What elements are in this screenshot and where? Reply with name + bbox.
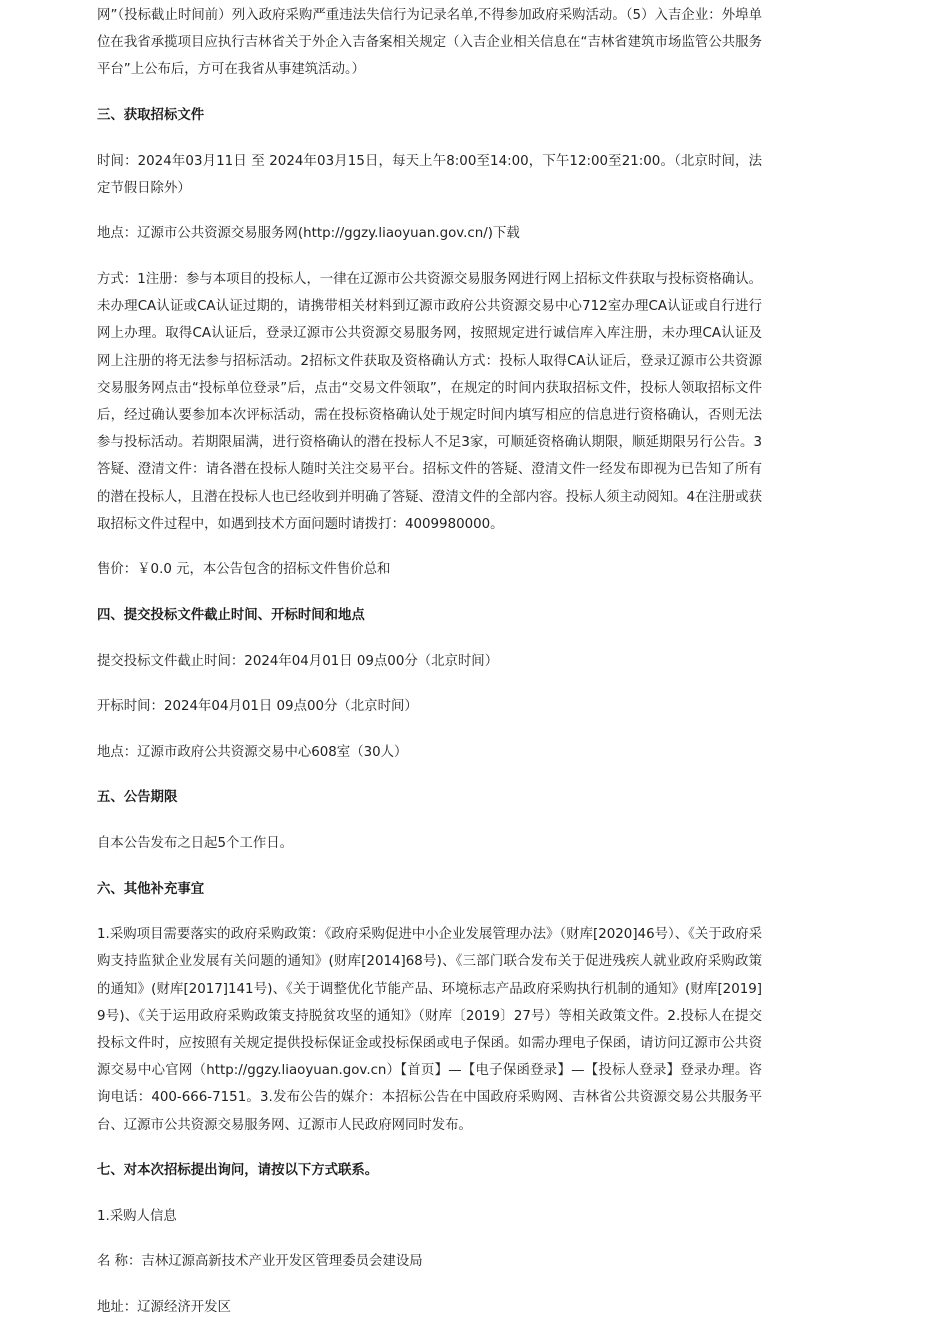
- section-7-heading: 七、对本次招标提出询问，请按以下方式联系。: [97, 1163, 379, 1179]
- section-5-text: 自本公告发布之日起5个工作日。: [97, 835, 293, 851]
- section-4-opening: 开标时间：2024年04月01日 09点00分（北京时间）: [97, 699, 418, 715]
- section-6-text: 1.采购项目需要落实的政府采购政策：《政府采购促进中小企业发展管理办法》（财库[2020]46号）、《关于政府采购支持监狱企业发展有关问题的通知》(财库[2014]68号)、《三部门联合发布关于促进残疾人就业政府采购政策的通知》(财库[2017]141号)、《关于调整优化节能产品、环境标志产品政府采购执行机制的通知》(财库[2019]9号)、《关于运用政府采购政策支持脱贫攻坚的通知》（财库〔2019〕27号）等相关政策文件。2.投标人在提交投标文件时，应按照有关规定提供投标保证金或投标保函或电子保函。如需办理电子保函，请访问辽源市公共资源交易中心官网（http://ggzy.liaoyuan.gov.cn）【首页】—【电子保函登录】—【投标人登录】登录办理。咨询电话：400-666-7151。3.发布公告的媒介：本招标公告在中国政府采购网、吉林省公共资源交易公共服务平台、辽源市公共资源交易服务网、辽源市人民政府网同时发布。: [97, 927, 762, 1133]
- section-3-method: 方式：1注册：参与本项目的投标人，一律在辽源市公共资源交易服务网进行网上招标文件获取与投标资格确认。未办理CA认证或CA认证过期的，请携带相关材料到辽源市政府公共资源交易中心712室办理CA认证或自行进行网上办理。取得CA认证后，登录辽源市公共资源交易服务网，按照规定进行诚信库入库注册，未办理CA认证及网上注册的将无法参与招标活动。2招标文件获取及资格确认方式：投标人取得CA认证后，登录辽源市公共资源交易服务网点击“投标单位登录”后，点击“交易文件领取”，在规定的时间内获取招标文件，投标人领取招标文件后，经过确认要参加本次评标活动，需在投标资格确认处于规定时间内填写相应的信息进行资格确认，否则无法参与投标活动。若期限届满，进行资格确认的潜在投标人不足3家，可顺延资格确认期限，顺延期限另行公告。3答疑、澄清文件：请各潜在投标人随时关注交易平台。招标文件的答疑、澄清文件一经发布即视为已告知了所有的潜在投标人，且潜在投标人也已经收到并明确了答疑、澄清文件的全部内容。投标人须主动阅知。4在注册或获取招标文件过程中，如遇到技术方面问题时请拨打：4009980000。: [97, 271, 762, 532]
- section-4-place: 地点：辽源市政府公共资源交易中心608室（30人）: [97, 744, 408, 760]
- section-3-place: 地点：辽源市公共资源交易服务网(http://ggzy.liaoyuan.gov.cn/)下载: [97, 226, 520, 242]
- intro-paragraph: 网”（投标截止时间前）列入政府采购严重违法失信行为记录名单,不得参加政府采购活动。（5）入吉企业：外埠单位在我省承揽项目应执行吉林省关于外企入吉备案相关规定（入吉企业相关信息在“吉林省建筑市场监管公共服务平台”上公布后，方可在我省从事建筑活动。）: [97, 8, 762, 78]
- section-5-heading: 五、公告期限: [97, 790, 178, 806]
- section-3-time: 时间：2024年03月11日 至 2024年03月15日，每天上午8:00至14:00，下午12:00至21:00。（北京时间，法定节假日除外）: [97, 153, 762, 196]
- buyer-address: 地址：辽源经济开发区: [97, 1299, 231, 1315]
- section-4-heading: 四、提交投标文件截止时间、开标时间和地点: [97, 608, 365, 623]
- announcement-body: [97, 0, 762, 1321]
- section-3-price: 售价：￥0.0 元，本公告包含的招标文件售价总和: [97, 562, 391, 578]
- buyer-info-heading: 1.采购人信息: [97, 1208, 177, 1224]
- section-3-heading: 三、获取招标文件: [97, 108, 205, 123]
- section-4-deadline: 提交投标文件截止时间：2024年04月01日 09点00分（北京时间）: [97, 653, 499, 669]
- buyer-name: 名 称：吉林辽源高新技术产业开发区管理委员会建设局: [97, 1254, 423, 1270]
- section-6-heading: 六、其他补充事宜: [97, 881, 205, 897]
